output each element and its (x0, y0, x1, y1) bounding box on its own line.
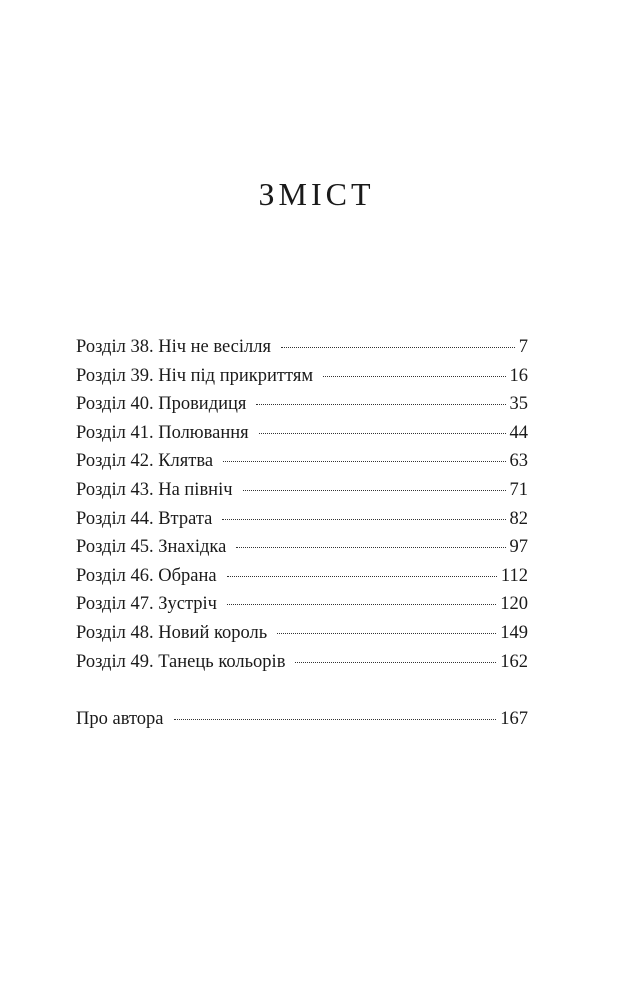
toc-entry-44[interactable] (76, 505, 528, 534)
toc-entry-label: Розділ 39. Ніч під прикриттям (76, 365, 314, 386)
toc-entry-41[interactable] (76, 419, 528, 448)
toc-entry-page: 82 (509, 508, 528, 529)
toc-entry-49[interactable] (76, 648, 528, 677)
toc-entry-40[interactable] (76, 390, 528, 419)
toc-entry-label: Розділ 44. Втрата (76, 508, 213, 529)
toc-entry-label: Розділ 48. Новий король (76, 622, 268, 643)
toc-entry-label: Про автора (76, 709, 164, 730)
table-of-contents (76, 333, 528, 734)
toc-entry-page: 167 (500, 709, 528, 730)
toc-entry-42[interactable] (76, 447, 528, 476)
dot-leader (281, 347, 515, 348)
toc-entry-45[interactable] (76, 533, 528, 562)
dot-leader (227, 576, 497, 577)
toc-entry-about-author[interactable] (76, 705, 528, 734)
toc-entry-label: Розділ 47. Зустріч (76, 594, 217, 615)
toc-entry-label: Розділ 41. Полювання (76, 422, 249, 443)
dot-leader (236, 547, 505, 548)
toc-entry-label: Розділ 49. Танець кольорів (76, 651, 286, 672)
dot-leader (223, 461, 505, 462)
dot-leader (243, 490, 506, 491)
toc-entry-38[interactable] (76, 333, 528, 362)
toc-entry-39[interactable] (76, 362, 528, 391)
toc-entry-46[interactable] (76, 562, 528, 591)
toc-entry-43[interactable] (76, 476, 528, 505)
dot-leader (256, 404, 505, 405)
dot-leader (323, 376, 505, 377)
toc-entry-page: 112 (500, 565, 528, 586)
dot-leader (222, 519, 505, 520)
dot-leader (259, 433, 506, 434)
dot-leader (295, 662, 496, 663)
toc-entry-label: Розділ 40. Провидиця (76, 394, 247, 415)
toc-entry-page: 149 (500, 622, 528, 643)
toc-entry-page: 44 (509, 422, 528, 443)
toc-entry-48[interactable] (76, 619, 528, 648)
toc-entry-page: 7 (518, 337, 528, 357)
toc-entry-page: 97 (509, 537, 528, 558)
toc-entry-label: Розділ 38. Ніч не весілля (76, 337, 271, 357)
toc-entry-label: Розділ 42. Клятва (76, 451, 214, 472)
dot-leader (174, 719, 497, 720)
dot-leader (227, 604, 496, 605)
toc-entry-page: 16 (509, 365, 528, 386)
toc-spacer (76, 676, 528, 705)
toc-entry-label: Розділ 45. Знахідка (76, 537, 227, 558)
toc-entry-page: 120 (500, 594, 528, 615)
toc-entry-page: 71 (509, 479, 528, 500)
toc-entry-47[interactable] (76, 590, 528, 619)
toc-entry-page: 35 (509, 394, 528, 415)
toc-entry-label: Розділ 46. Обрана (76, 565, 217, 586)
page-title: ЗМІСТ (258, 176, 375, 212)
toc-entry-page: 63 (509, 451, 528, 472)
toc-entry-label: Розділ 43. На північ (76, 479, 233, 500)
dot-leader (277, 633, 496, 634)
toc-entry-page: 162 (500, 651, 528, 672)
